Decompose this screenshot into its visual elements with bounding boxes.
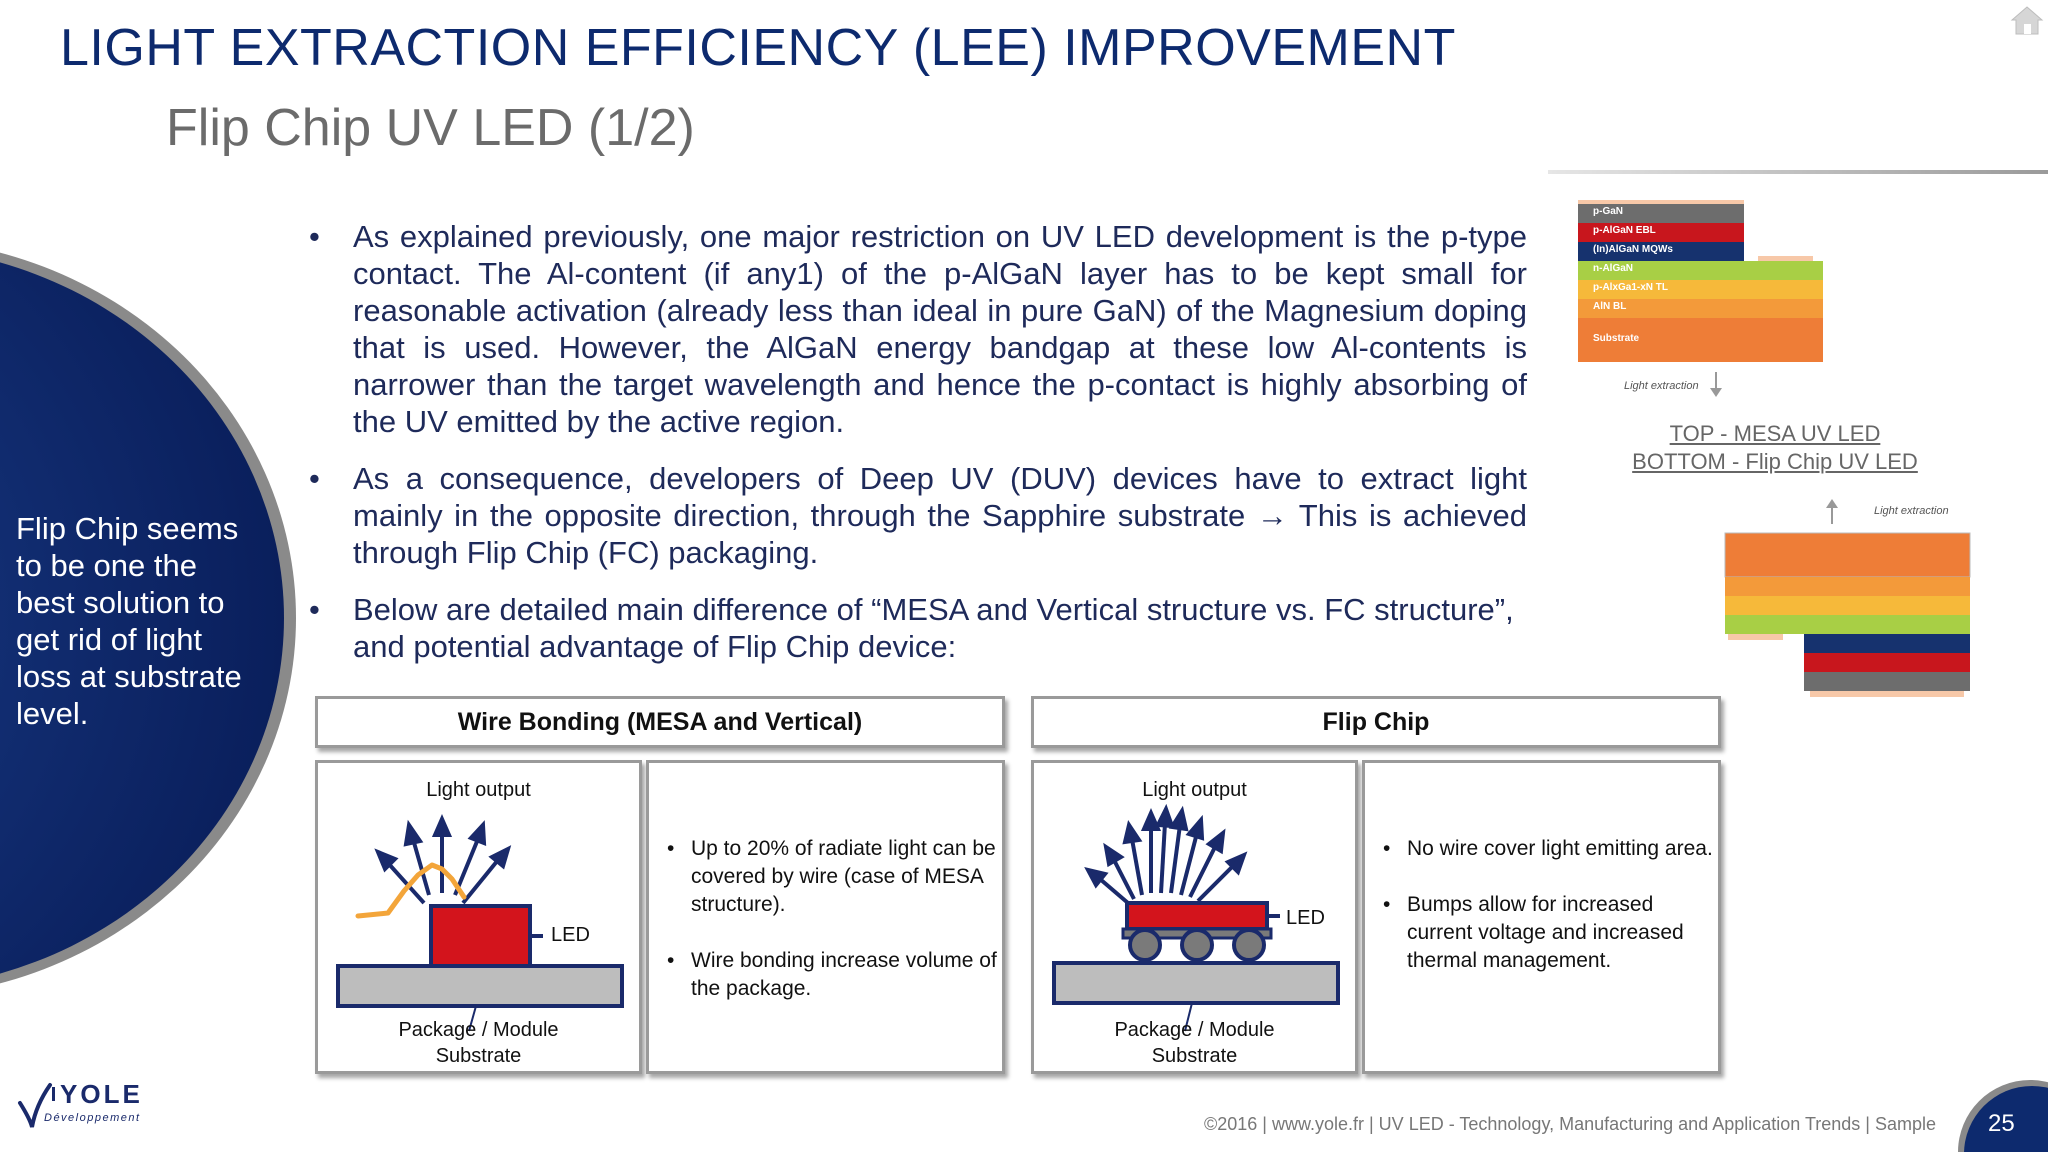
- point-text: No wire cover light emitting area.: [1407, 837, 1713, 860]
- sidebar-callout: Flip Chip seems to be one the best solution to get rid of light loss at substrate level.: [16, 511, 242, 731]
- led-label: LED: [1286, 907, 1325, 929]
- layer-label: p-GaN: [1593, 206, 1623, 217]
- light-extraction-label: Light extraction: [1624, 380, 1699, 392]
- structure-caption: [1600, 420, 1950, 476]
- logo-tagline: Développement: [44, 1112, 141, 1124]
- led-label: LED: [551, 924, 590, 946]
- list-item: [1373, 835, 1713, 863]
- layer-label: AlN BL: [1593, 301, 1627, 312]
- package-label: Package / Module: [1114, 1019, 1275, 1041]
- bullet-dot: •: [1383, 837, 1391, 860]
- arrow-up-icon: [1824, 498, 1840, 524]
- light-output-label: Light output: [426, 779, 531, 801]
- logo-name: YOLE: [60, 1079, 143, 1109]
- point-text: Wire bonding increase volume of the package.: [691, 949, 997, 1000]
- yole-logo: [14, 1075, 164, 1135]
- wire-bonding-title: Wire Bonding (MESA and Vertical): [457, 707, 863, 736]
- bullet-item: [305, 591, 1527, 665]
- mesa-layer-stack: [1578, 200, 1828, 370]
- bullet-dot: •: [309, 461, 320, 496]
- page-number: 25: [1988, 1110, 2015, 1137]
- point-text: Bumps allow for increased current voltage and increased thermal management.: [1407, 893, 1684, 972]
- bullet-text: Below are detailed main difference of “MESA and Vertical structure vs. FC structure”, and potential advantage of Flip Chip device:: [353, 592, 1514, 664]
- bullet-item: [305, 460, 1527, 571]
- header-divider: [1548, 170, 2048, 174]
- wire-bonding-notes: [646, 760, 1005, 1074]
- flip-chip-title: Flip Chip: [1322, 707, 1430, 736]
- wire-bonding-header: [315, 696, 1005, 748]
- bullet-dot: •: [667, 949, 675, 972]
- bullet-list: [305, 218, 1527, 685]
- caption-top: TOP - MESA UV LED: [1669, 421, 1881, 446]
- substrate-label: Substrate: [435, 1045, 522, 1067]
- bullet-text: As explained previously, one major restriction on UV LED development is the p-type contact. The Al-content (if any1) of the p-AlGaN layer has to be kept small for reasonable activation (already less than ideal in pure GaN) of the Magnesium doping that is used. However, the AlGaN energy bandgap at these low Al-contents is narrower than the target wavelength and hence the p-contact is highly absorbing of the UV emitted by the active region.: [353, 219, 1527, 439]
- list-item: [657, 835, 997, 919]
- flip-chip-points: [1373, 835, 1713, 975]
- caption-bottom: BOTTOM - Flip Chip UV LED: [1632, 449, 1918, 474]
- light-extraction-label: Light extraction: [1874, 505, 1949, 517]
- page-title: LIGHT EXTRACTION EFFICIENCY (LEE) IMPROVEMENT: [60, 19, 1456, 77]
- substrate-label: Substrate: [1151, 1045, 1238, 1067]
- wire-bonding-points: [657, 835, 997, 1003]
- bullet-dot: •: [667, 837, 675, 860]
- bullet-item: [305, 218, 1527, 440]
- page-subtitle: Flip Chip UV LED (1/2): [166, 99, 695, 157]
- layer-label: Substrate: [1593, 333, 1640, 344]
- layer-label: p-AlxGa1-xN TL: [1593, 282, 1669, 293]
- layer-label: p-AlGaN EBL: [1593, 225, 1656, 236]
- layer-label: n-AlGaN: [1593, 263, 1633, 274]
- flip-chip-notes: [1362, 760, 1721, 1074]
- flip-chip-diagram: [1031, 760, 1358, 1074]
- point-text: Up to 20% of radiate light can be covered by wire (case of MESA structure).: [691, 837, 996, 916]
- bullet-text: As a consequence, developers of Deep UV (DUV) devices have to extract light mainly in the opposite direction, through the Sapphire substrate → This is achieved through Flip Chip (FC) packaging.: [353, 461, 1527, 570]
- wire-bonding-diagram: [315, 760, 642, 1074]
- flip-chip-header: [1031, 696, 1721, 748]
- flip-chip-structure: [1724, 532, 1974, 704]
- bullet-dot: •: [309, 219, 320, 254]
- package-label: Package / Module: [398, 1019, 559, 1041]
- footer-text: ©2016 | www.yole.fr | UV LED - Technology, Manufacturing and Application Trends | Sample: [1204, 1114, 1937, 1134]
- list-item: [1373, 891, 1713, 975]
- bullet-dot: •: [1383, 893, 1391, 916]
- home-icon[interactable]: [2010, 4, 2044, 36]
- light-output-label: Light output: [1142, 779, 1247, 801]
- arrow-down-icon: [1708, 372, 1724, 398]
- layer-label: (In)AlGaN MQWs: [1593, 244, 1673, 255]
- bullet-dot: •: [309, 592, 320, 627]
- list-item: [657, 947, 997, 1003]
